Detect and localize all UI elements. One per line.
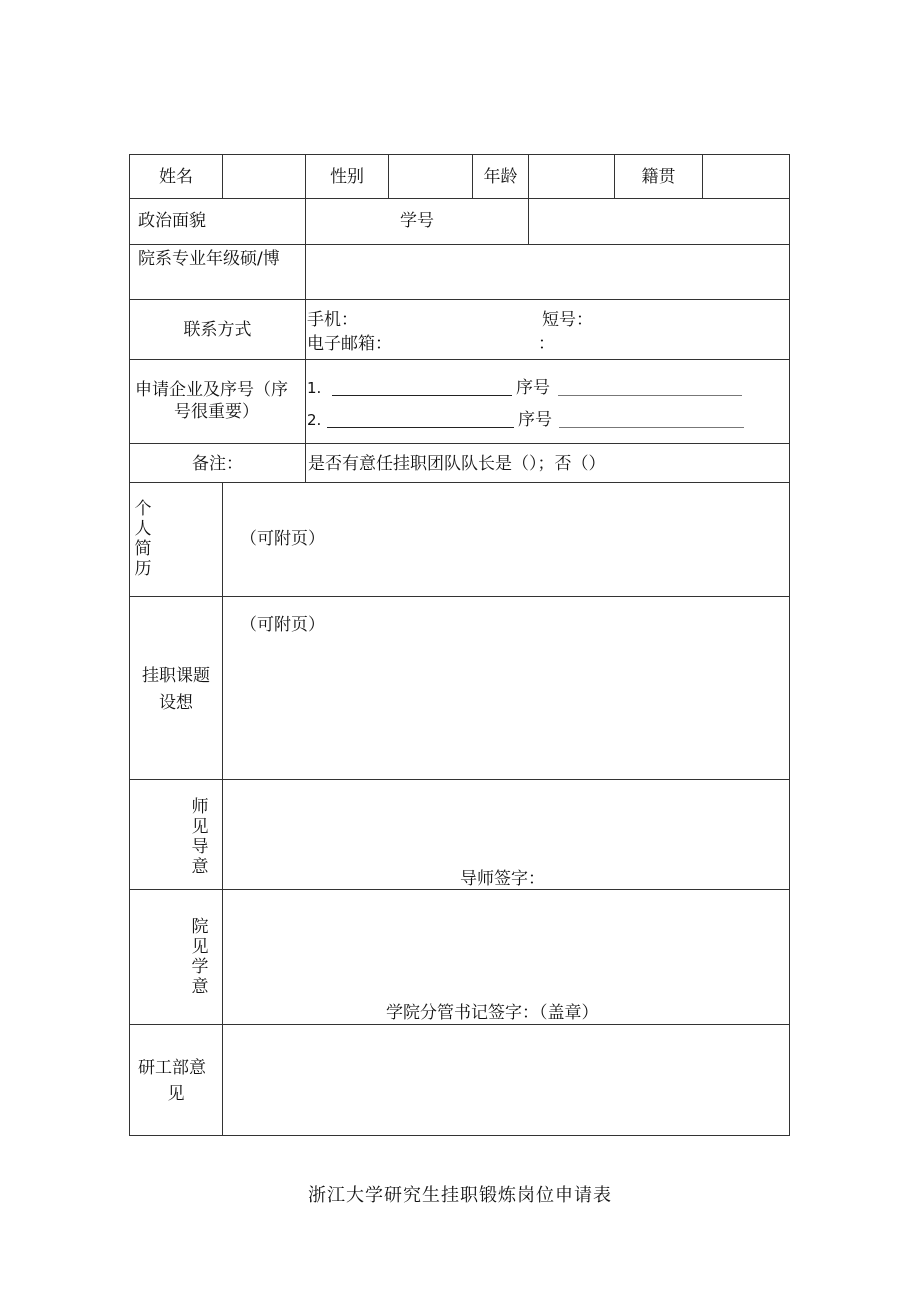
cell-border — [222, 482, 223, 1136]
resume-note: （可附页） — [240, 529, 325, 549]
row-border — [129, 1135, 790, 1136]
topic-label-line1: 挂职课题 — [142, 666, 210, 686]
row-border — [129, 299, 790, 300]
row-border — [129, 244, 790, 245]
contact-label: 联系方式 — [183, 320, 252, 340]
phone-label: 手机： — [307, 310, 358, 330]
company-item2-number: 2. — [307, 411, 322, 429]
cell-border — [388, 154, 389, 198]
political-label: 政治面貌 — [138, 211, 206, 231]
email-label: 电子邮箱： — [307, 334, 392, 354]
topic-note: （可附页） — [240, 615, 325, 635]
row-border — [129, 779, 790, 780]
college-signature-label: 学院分管书记签字：（盖章） — [386, 1003, 599, 1023]
dept-label: 院系专业年级硕/博 — [138, 249, 280, 269]
row-border — [129, 443, 790, 444]
company-label-line1: 申请企业及序号（序 — [135, 380, 288, 400]
grad-office-label-line2: 见 — [167, 1084, 185, 1104]
name-label: 姓名 — [159, 167, 193, 187]
cell-border — [305, 154, 306, 482]
company-label-line2: 号很重要） — [174, 402, 259, 422]
origin-label: 籍贯 — [641, 167, 676, 187]
remarks-label: 备注： — [192, 454, 243, 474]
team-leader-question: 是否有意任挂职团队队长是（）；否（） — [308, 454, 606, 474]
age-label: 年龄 — [483, 167, 518, 187]
advisor-opinion-label-b: 见导意 — [191, 817, 209, 877]
company-item2-field[interactable] — [327, 427, 514, 428]
row-border — [129, 198, 790, 199]
company-item2-seq-label: 序号 — [518, 410, 552, 430]
company-item1-number: 1. — [307, 379, 322, 397]
row-border — [129, 154, 790, 155]
table-border-left — [129, 154, 130, 1136]
row-border — [129, 359, 790, 360]
row-border — [129, 596, 790, 597]
cell-border — [222, 154, 223, 198]
row-border — [129, 482, 790, 483]
row-border — [129, 1024, 790, 1025]
gender-label: 性别 — [330, 167, 364, 187]
company-item1-seq-label: 序号 — [516, 378, 550, 398]
document-title: 浙江大学研究生挂职锻炼岗位申请表 — [308, 1185, 612, 1206]
table-border-right — [789, 154, 790, 1136]
cell-border — [702, 154, 703, 198]
resume-label: 个人简历 — [134, 499, 152, 579]
grad-office-label-line1: 研工部意 — [138, 1058, 206, 1078]
email-colon: ： — [538, 334, 555, 354]
advisor-signature-label: 导师签字： — [460, 869, 545, 889]
advisor-opinion-label-a: 师 — [191, 797, 209, 817]
company-item1-seq-field[interactable] — [558, 395, 742, 396]
row-border — [129, 889, 790, 890]
cell-border — [528, 154, 529, 244]
student-id-label: 学号 — [400, 211, 434, 231]
sms-label: 短号： — [542, 310, 593, 330]
college-opinion-label-b: 见学意 — [191, 937, 209, 997]
company-item1-field[interactable] — [332, 395, 512, 396]
college-opinion-label-a: 院 — [191, 917, 209, 937]
company-item2-seq-field[interactable] — [559, 427, 744, 428]
topic-label-line2: 设想 — [159, 693, 193, 713]
